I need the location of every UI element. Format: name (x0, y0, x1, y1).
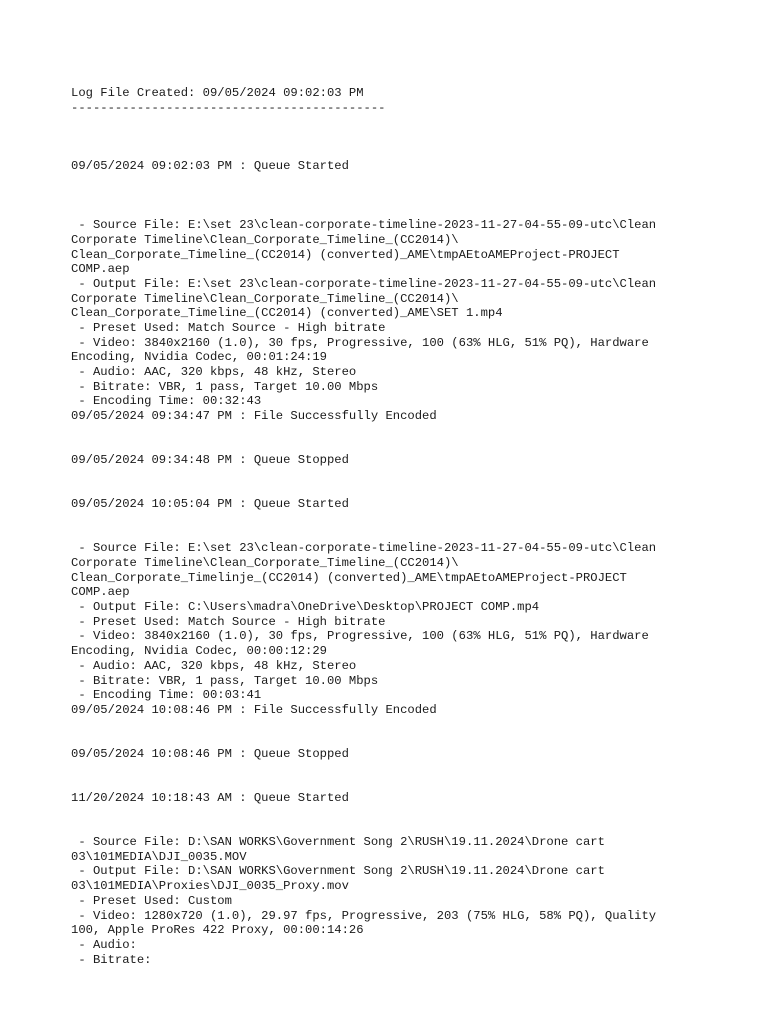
log-line: - Preset Used: Custom (71, 893, 232, 908)
log-line: - Video: 3840x2160 (1.0), 30 fps, Progressive, 100 (63% HLG, 51% PQ), Hardware (71, 335, 649, 350)
log-line: - Output File: D:\SAN WORKS\Government Song 2\RUSH\19.11.2024\Drone cart (71, 864, 605, 879)
log-line: Corporate Timeline\Clean_Corporate_Timeline_(CC2014)\ (71, 556, 459, 570)
log-line: Corporate Timeline\Clean_Corporate_Timeline_(CC2014)\ (71, 232, 459, 247)
log-document (71, 86, 751, 967)
log-line: - Encoding Time: 00:03:41 (71, 688, 262, 703)
log-line: - Encoding Time: 00:32:43 (71, 394, 262, 409)
log-line: - Bitrate: VBR, 1 pass, Target 10.00 Mbps (71, 673, 379, 688)
log-line: - Video: 1280x720 (1.0), 29.97 fps, Progressive, 203 (75% HLG, 58% PQ), Quality (71, 908, 657, 923)
log-line: - Output File: C:\Users\madra\OneDrive\Desktop\PROJECT COMP.mp4 (71, 600, 540, 615)
log-blank-line (71, 204, 751, 219)
log-blank-line (71, 806, 751, 821)
log-line: ------------------------------------------- (71, 100, 386, 115)
log-blank-line (71, 732, 751, 747)
log-blank-line (71, 439, 751, 454)
log-line: - Source File: E:\set 23\clean-corporate-timeline-2023-11-27-04-55-09-utc\Clean (71, 541, 657, 556)
log-line: 09/05/2024 10:08:46 PM : Queue Stopped (71, 746, 349, 761)
log-line: 09/05/2024 10:08:46 PM : File Successfully Encoded (71, 702, 437, 717)
log-line: - Audio: AAC, 320 kbps, 48 kHz, Stereo (71, 365, 357, 380)
log-blank-line (71, 174, 751, 189)
log-blank-line (71, 189, 751, 204)
log-blank-line (71, 468, 751, 483)
log-line: 03\101MEDIA\DJI_0035.MOV (71, 849, 247, 864)
log-line: Corporate Timeline\Clean_Corporate_Timeline_(CC2014)\ (71, 291, 459, 306)
log-blank-line (71, 718, 751, 733)
log-line: 03\101MEDIA\Proxies\DJI_0035_Proxy.mov (71, 879, 349, 894)
log-line: Clean_Corporate_Timelinje_(CC2014) (converted)_AME\tmpAEtoAMEProject-PROJECT (71, 570, 627, 585)
log-line: COMP.aep (71, 585, 130, 600)
log-line: - Audio: AAC, 320 kbps, 48 kHz, Stereo (71, 658, 357, 673)
log-blank-line (71, 527, 751, 542)
log-line: Clean_Corporate_Timeline_(CC2014) (converted)_AME\SET 1.mp4 (71, 306, 503, 321)
log-blank-line (71, 115, 751, 130)
log-line: - Source File: D:\SAN WORKS\Government Song 2\RUSH\19.11.2024\Drone cart (71, 835, 605, 850)
log-line: 09/05/2024 09:02:03 PM : Queue Started (71, 159, 349, 174)
log-blank-line (71, 762, 751, 777)
log-line: - Source File: E:\set 23\clean-corporate-timeline-2023-11-27-04-55-09-utc\Clean (71, 218, 657, 233)
log-line: - Output File: E:\set 23\clean-corporate-timeline-2023-11-27-04-55-09-utc\Clean (71, 276, 657, 291)
log-line: 100, Apple ProRes 422 Proxy, 00:00:14:26 (71, 923, 364, 938)
log-blank-line (71, 776, 751, 791)
log-line: 09/05/2024 09:34:47 PM : File Successfully Encoded (71, 409, 437, 424)
log-line: Encoding, Nvidia Codec, 00:00:12:29 (71, 644, 327, 659)
log-line: - Bitrate: VBR, 1 pass, Target 10.00 Mbps (71, 379, 379, 394)
log-line: Clean_Corporate_Timeline_(CC2014) (converted)_AME\tmpAEtoAMEProject-PROJECT (71, 247, 620, 262)
log-line: - Preset Used: Match Source - High bitrate (71, 321, 386, 335)
log-blank-line (71, 145, 751, 160)
log-blank-line (71, 820, 751, 835)
log-line: - Preset Used: Match Source - High bitrate (71, 614, 386, 629)
log-line: 09/05/2024 09:34:48 PM : Queue Stopped (71, 453, 349, 468)
log-line: COMP.aep (71, 262, 130, 277)
log-line: - Video: 3840x2160 (1.0), 30 fps, Progressive, 100 (63% HLG, 51% PQ), Hardware (71, 629, 649, 644)
log-line: 11/20/2024 10:18:43 AM : Queue Started (71, 791, 349, 805)
log-line: 09/05/2024 10:05:04 PM : Queue Started (71, 497, 349, 512)
log-blank-line (71, 424, 751, 439)
log-blank-line (71, 512, 751, 527)
log-blank-line (71, 483, 751, 498)
log-line: Encoding, Nvidia Codec, 00:01:24:19 (71, 350, 327, 365)
log-line: - Bitrate: (71, 952, 152, 967)
log-line: - Audio: (71, 937, 137, 952)
log-blank-line (71, 130, 751, 145)
log-line: Log File Created: 09/05/2024 09:02:03 PM (71, 86, 364, 100)
